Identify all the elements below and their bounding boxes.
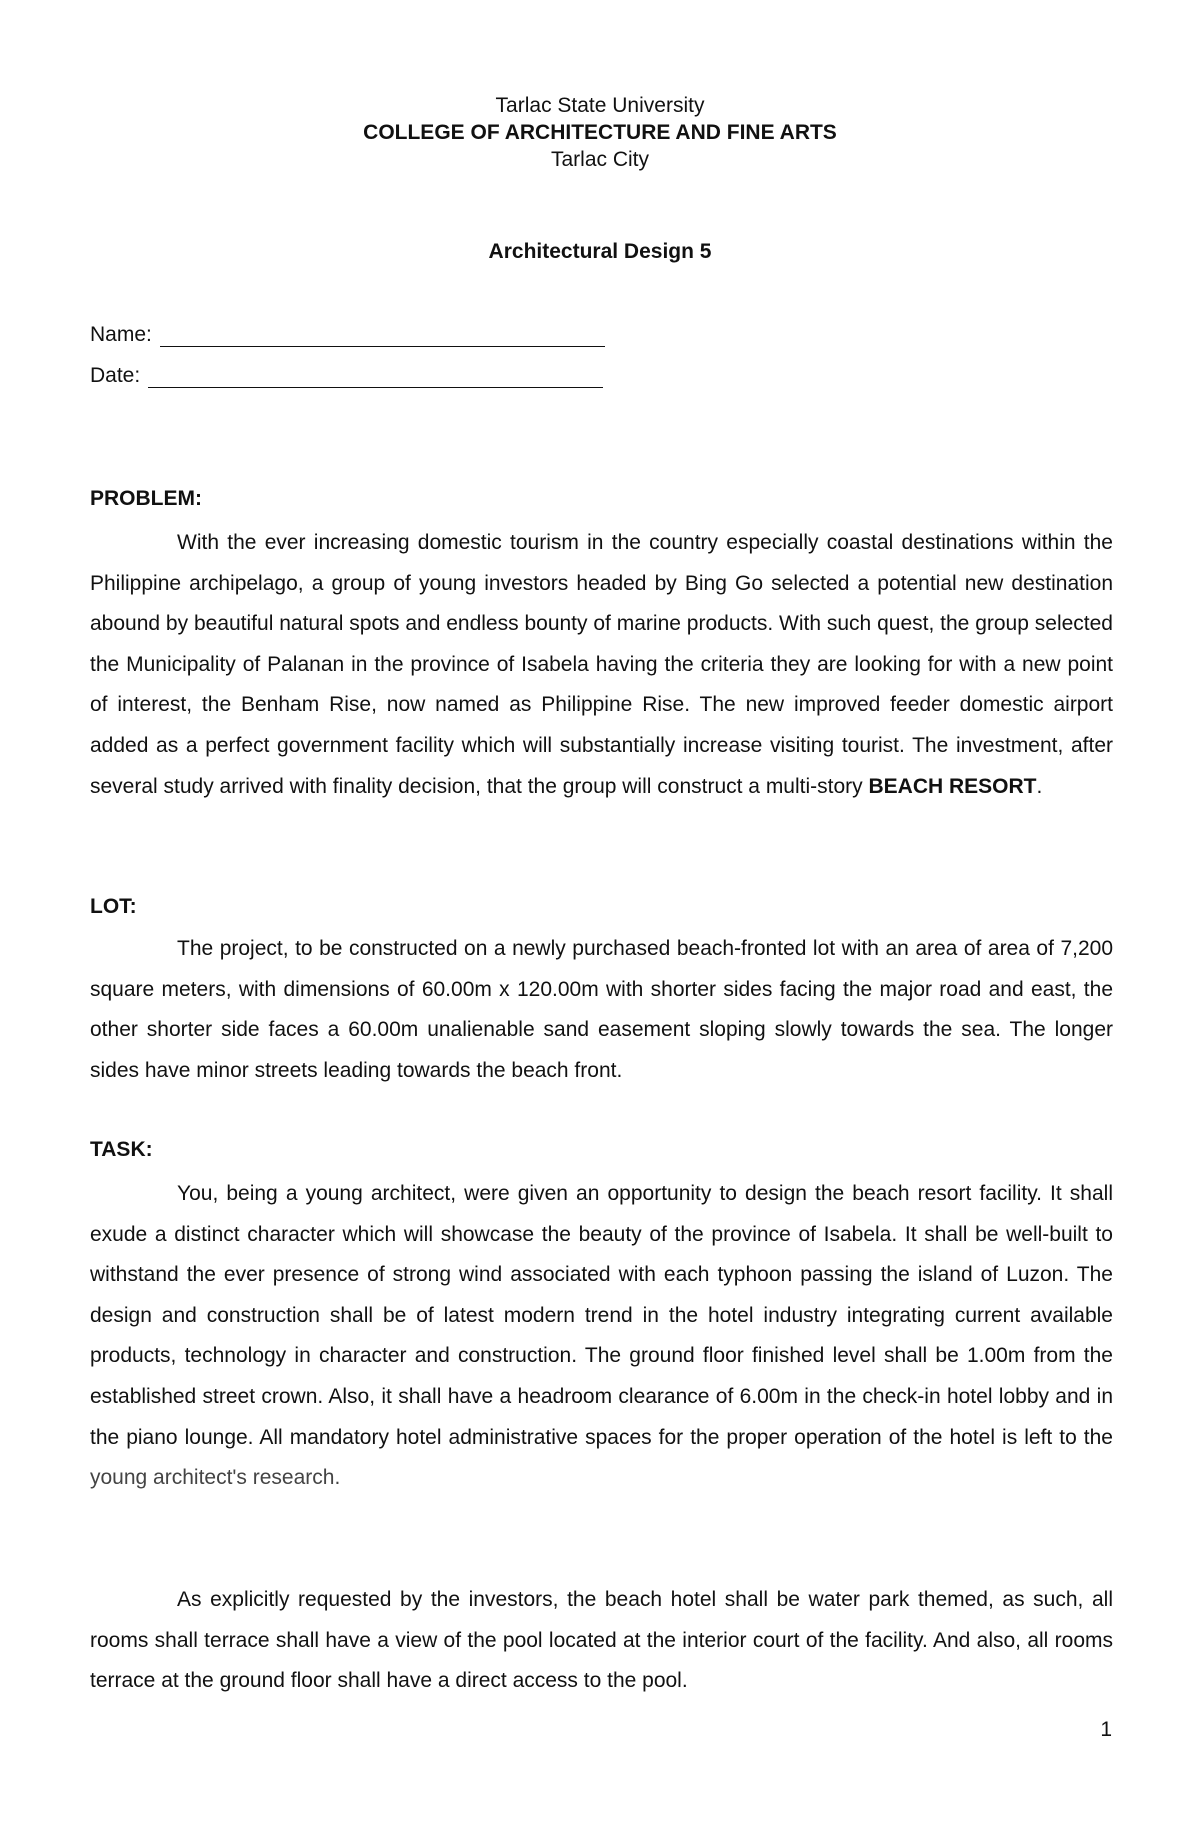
name-label: Name: [90, 323, 152, 346]
problem-end: . [1036, 774, 1043, 798]
problem-heading: PROBLEM: [90, 487, 202, 510]
document-header [0, 92, 1200, 173]
lot-paragraph [90, 929, 1113, 1091]
beach-resort-emphasis: BEACH RESORT [868, 774, 1037, 798]
city-name: Tarlac City [550, 148, 650, 171]
task-heading: TASK: [90, 1138, 153, 1161]
task-text-2: As explicitly requested by the investors, the beach hotel shall be water park themed, as such, all rooms shall terrace shall have a view of the pool located at the interior court of the facility. And also, all rooms terrace at the ground floor shall have a direct access to the pool. [90, 1588, 1113, 1693]
university-name: Tarlac State University [495, 94, 705, 117]
date-label: Date: [90, 364, 141, 387]
lot-heading: LOT: [90, 895, 137, 918]
page-number: 1 [1100, 1718, 1112, 1741]
problem-paragraph [90, 523, 1113, 807]
name-blank-line [160, 326, 605, 347]
task-tail: young architect's research. [90, 1466, 341, 1490]
lot-text: The project, to be constructed on a newly purchased beach-fronted lot with an area of area of 7,200 square meters, with dimensions of 60.00m x 120.00m with shorter sides facing the major road and east, the other shorter side faces a 60.00m unalienable sand easement sloping slowly towards the sea. The longer sides have minor streets leading towards the beach front. [90, 937, 1113, 1082]
college-name: COLLEGE OF ARCHITECTURE AND FINE ARTS [363, 121, 837, 144]
task-text: You, being a young architect, were given an opportunity to design the beach resort facility. It shall exude a distinct character which will showcase the beauty of the province of Isabela. It shall be well-built to withstand the ever presence of strong wind associated with each typhoon passing the island of Luzon. The design and construction shall be of latest modern trend in the hotel industry integrating current available products, technology in character and construction. The ground floor finished level shall be 1.00m from the established street crown. Also, it shall have a headroom clearance of 6.00m in the check-in hotel lobby and in the piano lounge. All mandatory hotel administrative spaces for the proper operation of the hotel is left to the [90, 1182, 1113, 1449]
course-title: Architectural Design 5 [488, 240, 712, 263]
task-paragraph [90, 1174, 1113, 1499]
name-field [90, 323, 605, 347]
task-paragraph-2 [90, 1580, 1113, 1702]
date-blank-line [148, 367, 603, 388]
problem-text: With the ever increasing domestic tourism in the country especially coastal destinations within the Philippine archipelago, a group of young investors headed by Bing Go selected a potential new destination abound by beautiful natural spots and endless bounty of marine products. With such quest, the group selected the Municipality of Palanan in the province of Isabela having the criteria they are looking for with a new point of interest, the Benham Rise, now named as Philippine Rise. The new improved feeder domestic airport added as a perfect government facility which will substantially increase visiting tourist. The investment, after several study arrived with finality decision, that the group will construct a multi-story [90, 531, 1113, 798]
date-field [90, 364, 603, 388]
